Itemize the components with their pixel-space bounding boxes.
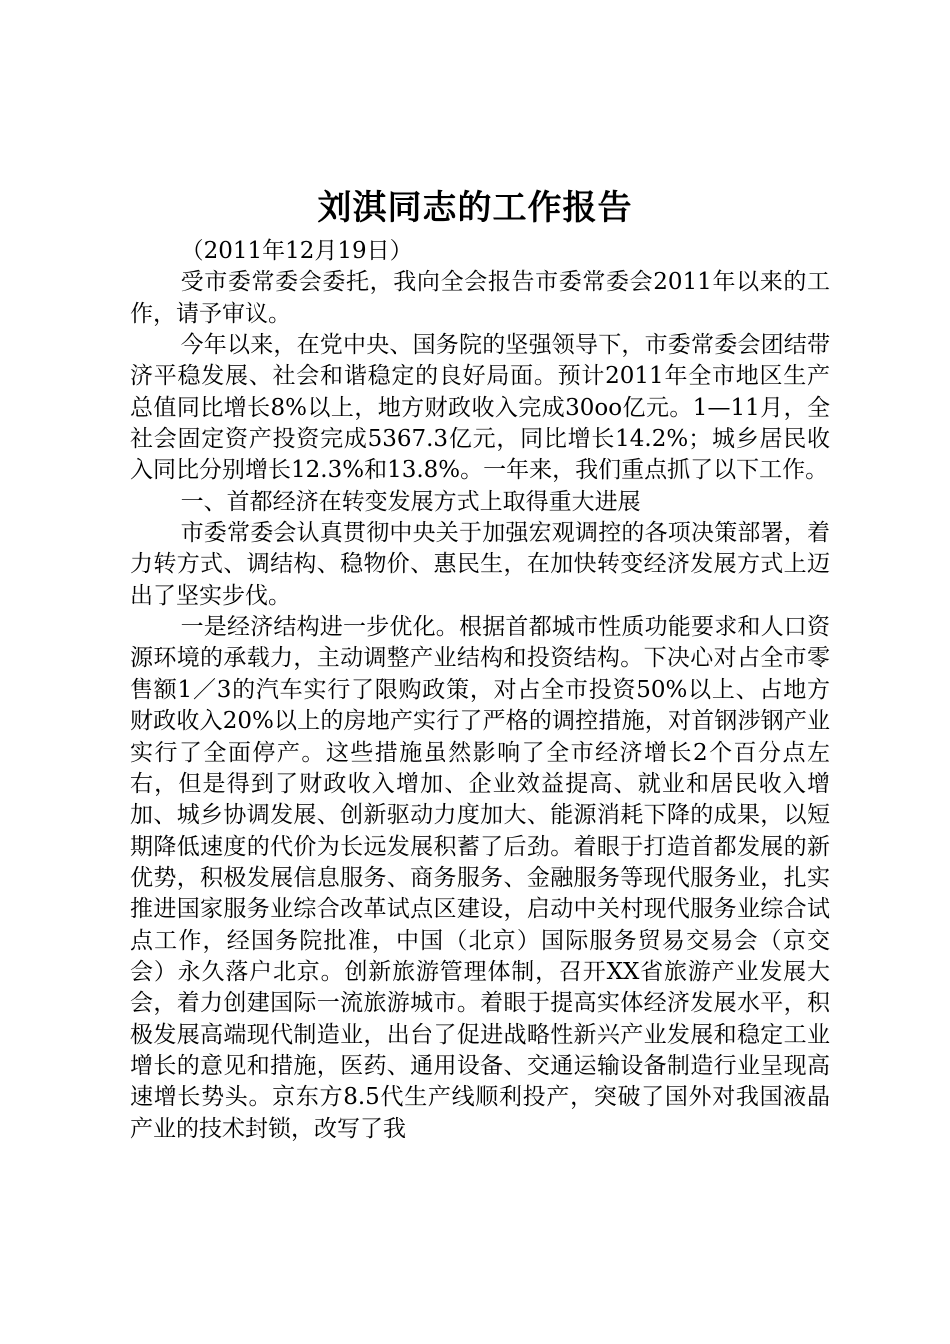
body-paragraph: 一是经济结构进一步优化。根据首都城市性质功能要求和人口资源环境的承载力，主动调整产业结构和投资结构。下决心对占全市零售额1／3的汽车实行了限购政策，对占全市投资50%以上、占地方财政收入20%以上的房地产实行了严格的调控措施，对首钢涉钢产业实行了全面停产。这些措施虽然影响了全市经济增长2个百分点左右，但是得到了财政收入增加、企业效益提高、就业和居民收入增加、城乡协调发展、创新驱动力度加大、能源消耗下降的成果，以短期降低速度的代价为长远发展积蓄了后劲。着眼于打造首都发展的新优势，积极发展信息服务、商务服务、金融服务等现代服务业，扎实推进国家服务业综合改革试点区建设，启动中关村现代服务业综合试点工作，经国务院批准，中国（北京）国际服务贸易交易会（京交会）永久落户北京。创新旅游管理体制，召开XX省旅游产业发展大会，着力创建国际一流旅游城市。着眼于提高实体经济发展水平，积极发展高端现代制造业，出台了促进战略性新兴产业发展和稳定工业增长的意见和措施，医药、通用设备、交通运输设备制造行业呈现高速增长势头。京东方8.5代生产线顺利投产，突破了国外对我国液晶产业的技术封锁，改写了我 [130, 614, 830, 1142]
section-heading: 一、首都经济在转变发展方式上取得重大进展 [180, 488, 641, 515]
report-date: （2011年12月19日） [180, 238, 413, 264]
document-body [130, 236, 830, 1145]
body-paragraph: 今年以来，在党中央、国务院的坚强领导下，市委常委会团结带济平稳发展、社会和谐稳定的良好局面。预计2011年全市地区生产总值同比增长8%以上，地方财政收入完成30oo亿元。1—11月，全社会固定资产投资完成5367.3亿元，同比增长14.2%；城乡居民收入同比分别增长12.3%和13.8%。一年来，我们重点抓了以下工作。 [130, 332, 830, 484]
body-paragraph: 市委常委会认真贯彻中央关于加强宏观调控的各项决策部署，着力转方式、调结构、稳物价、惠民生，在加快转变经济发展方式上迈出了坚实步伐。 [130, 520, 830, 609]
body-paragraph: 受市委常委会委托，我向全会报告市委常委会2011年以来的工作，请予审议。 [130, 269, 830, 327]
document-title: 刘淇同志的工作报告 [317, 188, 633, 228]
